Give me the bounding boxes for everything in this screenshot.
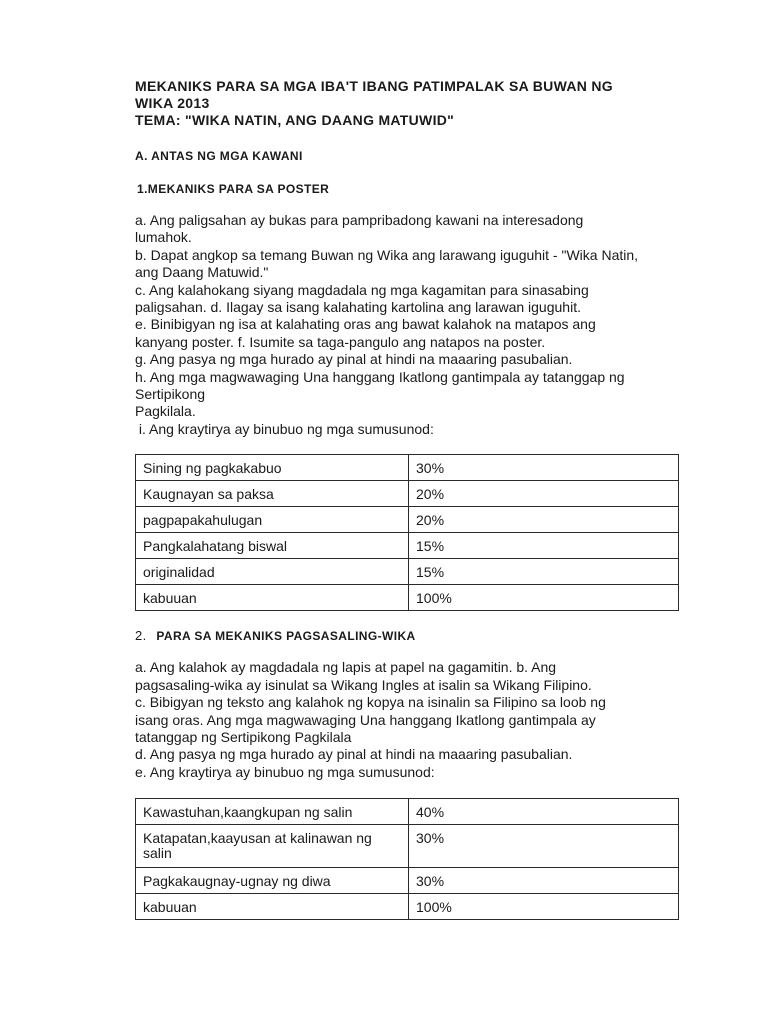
criterion-percent: 30%: [409, 868, 679, 894]
text-line: ang Daang Matuwid.": [135, 264, 269, 281]
title-line-2: WIKA 2013: [135, 95, 210, 111]
translation-mechanics-text: [135, 659, 683, 781]
criterion-name: Kawastuhan,kaangkupan ng salin: [136, 799, 409, 825]
criterion-percent: 20%: [409, 481, 679, 507]
criterion-percent: 20%: [409, 507, 679, 533]
poster-heading: 1.MEKANIKS PARA SA POSTER: [137, 182, 330, 196]
text-line: paligsahan. d. Ilagay sa isang kalahating kartolina ang larawan iguguhit.: [135, 299, 581, 316]
text-line: c. Bibigyan ng teksto ang kalahok ng kopya na isinalin sa Filipino sa loob ng: [135, 694, 606, 711]
text-line: tatanggap ng Sertipikong Pagkilala: [135, 728, 352, 745]
criterion-name: Pangkalahatang biswal: [136, 533, 409, 559]
criterion-percent: 100%: [409, 585, 679, 611]
table-row: [136, 868, 679, 894]
text-line: a. Ang paligsahan ay bukas para pampribadong kawani na interesadong: [135, 212, 584, 228]
poster-mechanics-text: [135, 212, 683, 438]
text-line: h. Ang mga magwawaging Una hanggang Ikatlong gantimpala ay tatanggap ng: [135, 368, 625, 385]
criterion-percent: 100%: [409, 894, 679, 920]
document-page: [135, 78, 683, 920]
table-row: [136, 585, 679, 611]
table-row: [136, 894, 679, 920]
criterion-percent: 40%: [409, 799, 679, 825]
text-line: Pagkilala.: [135, 403, 196, 420]
criterion-name: originalidad: [136, 559, 409, 585]
criterion-name: Sining ng pagkakabuo: [136, 455, 409, 481]
text-line: b. Dapat angkop sa temang Buwan ng Wika ang larawang iguguhit - "Wika Natin,: [135, 246, 639, 263]
text-line: d. Ang pasya ng mga hurado ay pinal at hindi na maaaring pasubalian.: [135, 746, 573, 763]
translation-heading-text: PARA SA MEKANIKS PAGSASALING-WIKA: [156, 629, 416, 644]
text-line: isang oras. Ang mga magwawaging Una hanggang Ikatlong gantimpala ay: [135, 711, 596, 728]
text-line: g. Ang pasya ng mga hurado ay pinal at hindi na maaaring pasubalian.: [135, 351, 573, 368]
text-line: Sertipikong: [135, 386, 206, 403]
poster-criteria-table: [135, 454, 679, 611]
document-title: [135, 78, 683, 129]
section-a-heading: A. ANTAS NG MGA KAWANI: [135, 149, 303, 163]
section-number: 2.: [135, 628, 147, 644]
table-row: [136, 533, 679, 559]
criterion-percent: 15%: [409, 559, 679, 585]
table-row: [136, 481, 679, 507]
criterion-name: kabuuan: [136, 894, 409, 920]
text-line: lumahok.: [135, 229, 192, 246]
table-row: [136, 455, 679, 481]
translation-heading: [135, 628, 683, 643]
text-line: e. Ang kraytirya ay binubuo ng mga sumusunod:: [135, 763, 435, 780]
table-row: [136, 825, 679, 868]
title-line-3: TEMA: "WIKA NATIN, ANG DAANG MATUWID": [135, 112, 455, 128]
criterion-percent: 30%: [409, 825, 679, 868]
criterion-name: Kaugnayan sa paksa: [136, 481, 409, 507]
translation-criteria-table: [135, 798, 679, 920]
table-row: [136, 799, 679, 825]
text-line: a. Ang kalahok ay magdadala ng lapis at papel na gagamitin. b. Ang: [135, 659, 557, 676]
criterion-name: Pagkakaugnay-ugnay ng diwa: [136, 868, 409, 894]
table-row: [136, 507, 679, 533]
text-line: c. Ang kalahokang siyang magdadala ng mga kagamitan para sinasabing: [135, 281, 589, 298]
criterion-name: Katapatan,kaayusan at kalinawan ng salin: [136, 825, 409, 868]
text-line: kanyang poster. f. Isumite sa taga-pangulo ang natapos na poster.: [135, 333, 546, 350]
criterion-percent: 15%: [409, 533, 679, 559]
criterion-percent: 30%: [409, 455, 679, 481]
criterion-name: pagpapakahulugan: [136, 507, 409, 533]
criterion-name: kabuuan: [136, 585, 409, 611]
text-line: i. Ang kraytirya ay binubuo ng mga sumusunod:: [135, 420, 434, 437]
text-line: pagsasaling-wika ay isinulat sa Wikang Ingles at isalin sa Wikang Filipino.: [135, 676, 592, 693]
table-row: [136, 559, 679, 585]
title-line-1: MEKANIKS PARA SA MGA IBA'T IBANG PATIMPALAK SA BUWAN NG: [135, 78, 613, 94]
text-line: e. Binibigyan ng isa at kalahating oras ang bawat kalahok na matapos ang: [135, 316, 596, 333]
